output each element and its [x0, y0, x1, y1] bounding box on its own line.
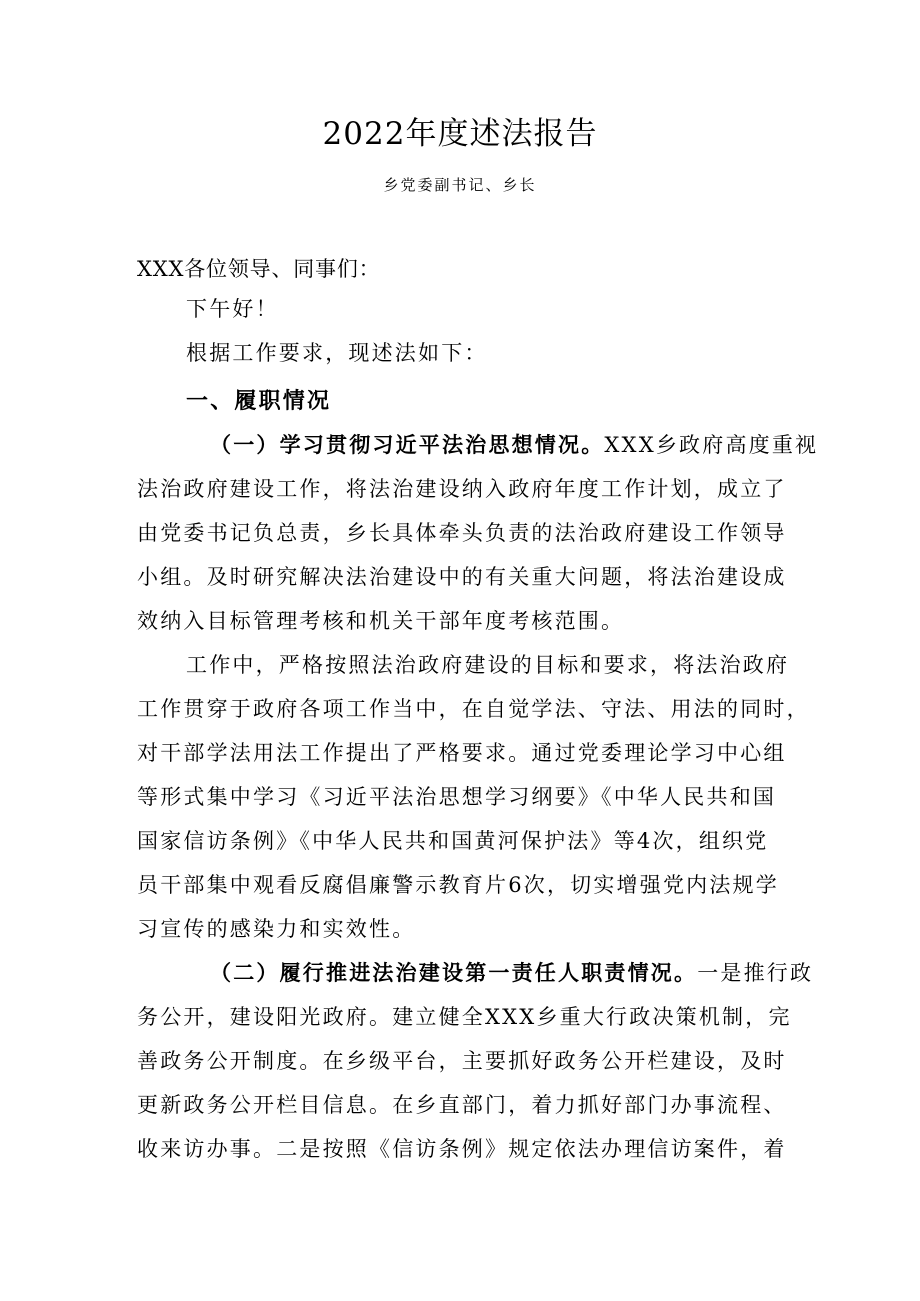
paragraph-line: 工作贯穿于政府各项工作当中，在自觉学法、守法、用法的同时，: [137, 697, 810, 721]
paragraph-line: 效纳入目标管理考核和机关干部年度考核范围。: [137, 609, 625, 633]
paragraph-line: 收来访办事。二是按照《信访条例》规定依法办理信访案件，着: [137, 1137, 787, 1161]
paragraph-line: 善政务公开制度。在乡级平台，主要抓好政务公开栏建设，及时: [137, 1049, 787, 1073]
subsection-2-lead-text: 一是推行政: [697, 961, 814, 985]
subsection-1-heading: （一）学习贯彻习近平法治思想情况。: [210, 432, 605, 457]
paragraph-line: 国家信访条例》《中华人民共和国黄河保护法》等4次，组织党: [137, 829, 769, 853]
subsection-2-first-line: [210, 956, 813, 990]
paragraph-line: 对干部学法用法工作提出了严格要求。通过党委理论学习中心组: [137, 741, 787, 765]
intro-line: 根据工作要求，现述法如下：: [186, 341, 488, 365]
paragraph-line: 习宣传的感染力和实效性。: [137, 917, 416, 941]
paragraph-first-line: 工作中，严格按照法治政府建设的目标和要求，将法治政府: [186, 653, 790, 677]
salutation-line: XXX各位领导、同事们：: [137, 257, 381, 281]
subsection-2-heading: （二）履行推进法治建设第一责任人职责情况。: [210, 960, 698, 985]
paragraph-line: 小组。及时研究解决法治建设中的有关重大问题，将法治建设成: [137, 565, 787, 589]
paragraph-line: 由党委书记负总责，乡长具体牵头负责的法治政府建设工作领导: [137, 521, 787, 545]
paragraph-line: 务公开，建设阳光政府。建立健全XXX乡重大行政决策机制，完: [137, 1005, 792, 1029]
paragraph-line: 等形式集中学习《习近平法治思想学习纲要》《中华人民共和国: [137, 785, 777, 809]
document-title: 2022年度述法报告: [322, 116, 598, 152]
paragraph-line: 员干部集中观看反腐倡廉警示教育片6次，切实增强党内法规学: [137, 873, 779, 897]
paragraph-line: 法治政府建设工作，将法治建设纳入政府年度工作计划，成立了: [137, 477, 787, 501]
paragraph-line: 更新政务公开栏目信息。在乡直部门，着力抓好部门办事流程、: [137, 1093, 787, 1117]
subsection-1-lead-text: XXX乡政府高度重视: [604, 433, 819, 457]
section-heading-1: 一、履职情况: [186, 388, 332, 414]
subsection-1-first-line: [210, 428, 818, 462]
greeting-line: 下午好！: [186, 297, 279, 321]
document-subtitle: 乡党委副书记、乡长: [383, 176, 537, 194]
